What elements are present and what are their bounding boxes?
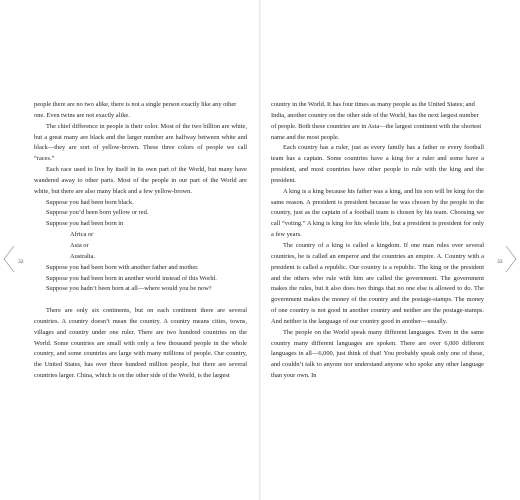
paragraph: country in the World. It has four times as many people as the United States; and India, another country on the other side of the World, has the next largest number of people. Both these countries are in Asia—the largest continent with the shortest name and the most people. (271, 101, 482, 141)
paragraph: The people on the World speak many different languages. Even in the same country many different languages are spoken. There are over 6,000 different languages in all—6,000, just think of that! You probably speak only one of these, and couldn’t talk to anyone nor understand anyone who spoke any other language than your own. In (271, 328, 484, 380)
left-page-number: 32 (18, 259, 24, 265)
paragraph: The country of a king is called a kingdom. If one man rules over several countries, he is called an emperor and the countries an empire. A. Country with a president is called a republic. Our country is a republic. The king or the president and the others who rule with him are called the government. The government makes the rules, but it also does two things that no one else is allowed to do. The government makes the money of the country and the postage-stamps. The money of one country is not good in another country and neither are the postage-stamps. And neither is the language of our country good in another—usually. (271, 241, 484, 325)
list-line: Africa or (70, 231, 94, 239)
right-edge-arrow-icon (505, 244, 517, 274)
list-line: Suppose you had been born black. (46, 198, 134, 206)
list-line: Suppose you had been born in another world instead of this World. (46, 274, 217, 282)
paragraph: The chief difference in people is their color. Most of the two billion are white, but a great many are black and the larger number are halfway between white and black—they are sort of yellow-brown. These three colors of people we call “races.” (34, 122, 247, 163)
list-line: Suppose you had been born with another father and mother. (46, 263, 199, 271)
right-page-text (271, 100, 484, 382)
list-line: Asia or (70, 241, 89, 249)
left-page-text (34, 100, 247, 382)
list-line: Australia. (70, 252, 96, 260)
left-edge-arrow-icon (3, 244, 15, 274)
paragraph: Each race used to live by itself in its own part of the World, but many have wandered away to other parts. Most of the people in our part of the World are white, but there are also many black and a few yellow-brown. (34, 166, 247, 195)
paragraph: people there are no two alike, there is not a single person exactly like any other one. Even twins are not exactly alike. (34, 101, 237, 119)
paragraph: A king is a king because his father was a king, and his son will be king for the same reason. A president is president because he was chosen by the people in the country, just as the captain of a football team is chosen by his team. Choosing we call “voting.” A king is king for his whole life, but a president is president for only a few years. (271, 187, 484, 239)
right-page-number: 33 (497, 259, 503, 265)
list-line: Suppose you’d been born yellow or red. (46, 209, 149, 217)
paragraph: Each country has a ruler, just as every family has a father or every football team has a captain. Some countries have a king for a ruler and some have a president, and most countries have other people to rule with the king and the president. (271, 144, 484, 184)
list-line: Suppose you hadn’t been born at all—where would you be now? (46, 285, 212, 293)
paragraph: There are only six continents, but on each continent there are several countries. A country doesn’t mean the country. A country means cities, towns, villages and country under one ruler. There are two hundred countries on the World. Some countries are small with only a few thousand people in the whole country, and some countries are large with many millions of people. Our country, the United States, has over three hundred million people, but there are several countries larger. China, which is on the other side of the World, is the largest (34, 307, 247, 380)
list-line: Suppose you had been born in (46, 220, 124, 228)
book-gutter (259, 0, 261, 500)
